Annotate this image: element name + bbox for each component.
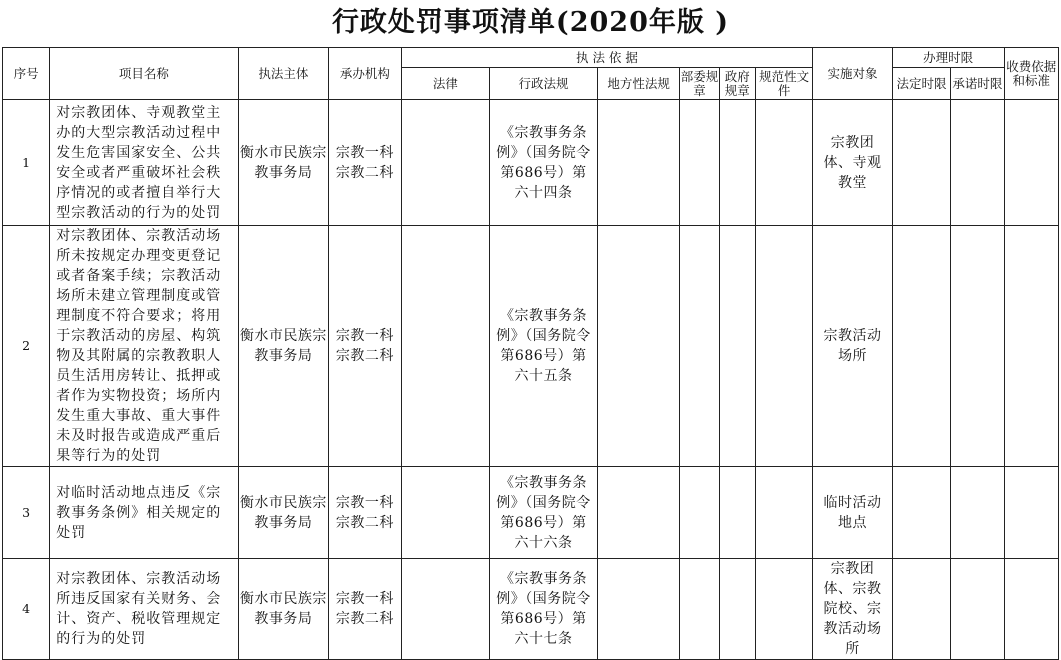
- row-seq: 4: [3, 559, 50, 660]
- header-row-1: [3, 48, 1059, 68]
- header-norm-doc: 规范性文件: [755, 68, 812, 100]
- row-subject: 衡水市民族宗教事务局: [238, 100, 329, 226]
- row-promise-limit: [951, 100, 1004, 226]
- row-org: 宗教一科宗教二科: [329, 559, 401, 660]
- row-fee: [1004, 559, 1058, 660]
- header-local-reg: 地方性法规: [597, 68, 680, 100]
- row-target: 临时活动地点: [813, 467, 893, 559]
- row-admin-reg: 《宗教事务条例》（国务院令第686号）第六十六条: [490, 467, 598, 559]
- header-gov-rule: 政府规章: [719, 68, 755, 100]
- header-law: 法律: [401, 68, 490, 100]
- row-subject: 衡水市民族宗教事务局: [238, 226, 329, 467]
- row-legal-limit: [892, 559, 950, 660]
- row-admin-reg: 《宗教事务条例》（国务院令第686号）第六十五条: [490, 226, 598, 467]
- row-org: 宗教一科宗教二科: [329, 226, 401, 467]
- row-name: 对临时活动地点违反《宗教事务条例》相关规定的处罚: [50, 467, 238, 559]
- row-gov-rule: [719, 226, 755, 467]
- row-local-reg: [597, 559, 680, 660]
- row-seq: 1: [3, 100, 50, 226]
- row-law: [401, 467, 490, 559]
- row-admin-reg: 《宗教事务条例》（国务院令第686号）第六十四条: [490, 100, 598, 226]
- row-legal-limit: [892, 467, 950, 559]
- row-dept-rule: [680, 100, 719, 226]
- header-subject: 执法主体: [238, 48, 329, 100]
- row-seq: 2: [3, 226, 50, 467]
- row-legal-limit: [892, 100, 950, 226]
- table-row: [3, 226, 1059, 467]
- page-title: 行政处罚事项清单(2020年版 ): [331, 7, 730, 38]
- header-seq: 序号: [3, 48, 50, 100]
- row-norm-doc: [755, 226, 812, 467]
- row-org: 宗教一科宗教二科: [329, 100, 401, 226]
- row-dept-rule: [680, 559, 719, 660]
- header-admin-reg: 行政法规: [490, 68, 598, 100]
- row-fee: [1004, 467, 1058, 559]
- row-norm-doc: [755, 559, 812, 660]
- row-name: 对宗教团体、寺观教堂主办的大型宗教活动过程中发生危害国家安全、公共安全或者严重破坏社会秩序情况的或者擅自举行大型宗教活动的行为的处罚: [50, 100, 238, 226]
- row-subject: 衡水市民族宗教事务局: [238, 559, 329, 660]
- row-dept-rule: [680, 226, 719, 467]
- header-basis: 执 法 依 据: [401, 48, 813, 68]
- row-fee: [1004, 100, 1058, 226]
- row-norm-doc: [755, 467, 812, 559]
- row-target: 宗教团体、寺观教堂: [813, 100, 893, 226]
- row-dept-rule: [680, 467, 719, 559]
- table-row: [3, 467, 1059, 559]
- row-admin-reg: 《宗教事务条例》（国务院令第686号）第六十七条: [490, 559, 598, 660]
- header-promise-limit: 承诺时限: [951, 68, 1004, 100]
- row-promise-limit: [951, 559, 1004, 660]
- row-subject: 衡水市民族宗教事务局: [238, 467, 329, 559]
- row-promise-limit: [951, 467, 1004, 559]
- row-gov-rule: [719, 467, 755, 559]
- row-seq: 3: [3, 467, 50, 559]
- row-org: 宗教一科宗教二科: [329, 467, 401, 559]
- row-norm-doc: [755, 100, 812, 226]
- header-time-limit: 办理时限: [892, 48, 1004, 68]
- header-legal-limit: 法定时限: [892, 68, 950, 100]
- row-local-reg: [597, 467, 680, 559]
- row-law: [401, 559, 490, 660]
- row-fee: [1004, 226, 1058, 467]
- row-name: 对宗教团体、宗教活动场所未按规定办理变更登记或者备案手续；宗教活动场所未建立管理制度或管理制度不符合要求；将用于宗教活动的房屋、构筑物及其附属的宗教教职人员生活用房转让、抵押或者作为实物投资；场所内发生重大事故、重大事件未及时报告或造成严重后果等行为的处罚: [50, 226, 238, 467]
- penalty-table: [2, 47, 1059, 660]
- row-name: 对宗教团体、宗教活动场所违反国家有关财务、会计、资产、税收管理规定的行为的处罚: [50, 559, 238, 660]
- row-local-reg: [597, 100, 680, 226]
- row-target: 宗教团体、宗教院校、宗教活动场所: [813, 559, 893, 660]
- table-row: [3, 100, 1059, 226]
- row-legal-limit: [892, 226, 950, 467]
- header-fee: 收费依据和标准: [1004, 48, 1058, 100]
- row-law: [401, 226, 490, 467]
- header-dept-rule: 部委规章: [680, 68, 719, 98]
- header-org: 承办机构: [329, 48, 401, 100]
- row-law: [401, 100, 490, 226]
- row-gov-rule: [719, 100, 755, 226]
- row-target: 宗教活动场所: [813, 226, 893, 467]
- row-gov-rule: [719, 559, 755, 660]
- header-name: 项目名称: [50, 48, 238, 100]
- row-local-reg: [597, 226, 680, 467]
- header-target: 实施对象: [813, 48, 893, 100]
- table-row: [3, 559, 1059, 660]
- row-promise-limit: [951, 226, 1004, 467]
